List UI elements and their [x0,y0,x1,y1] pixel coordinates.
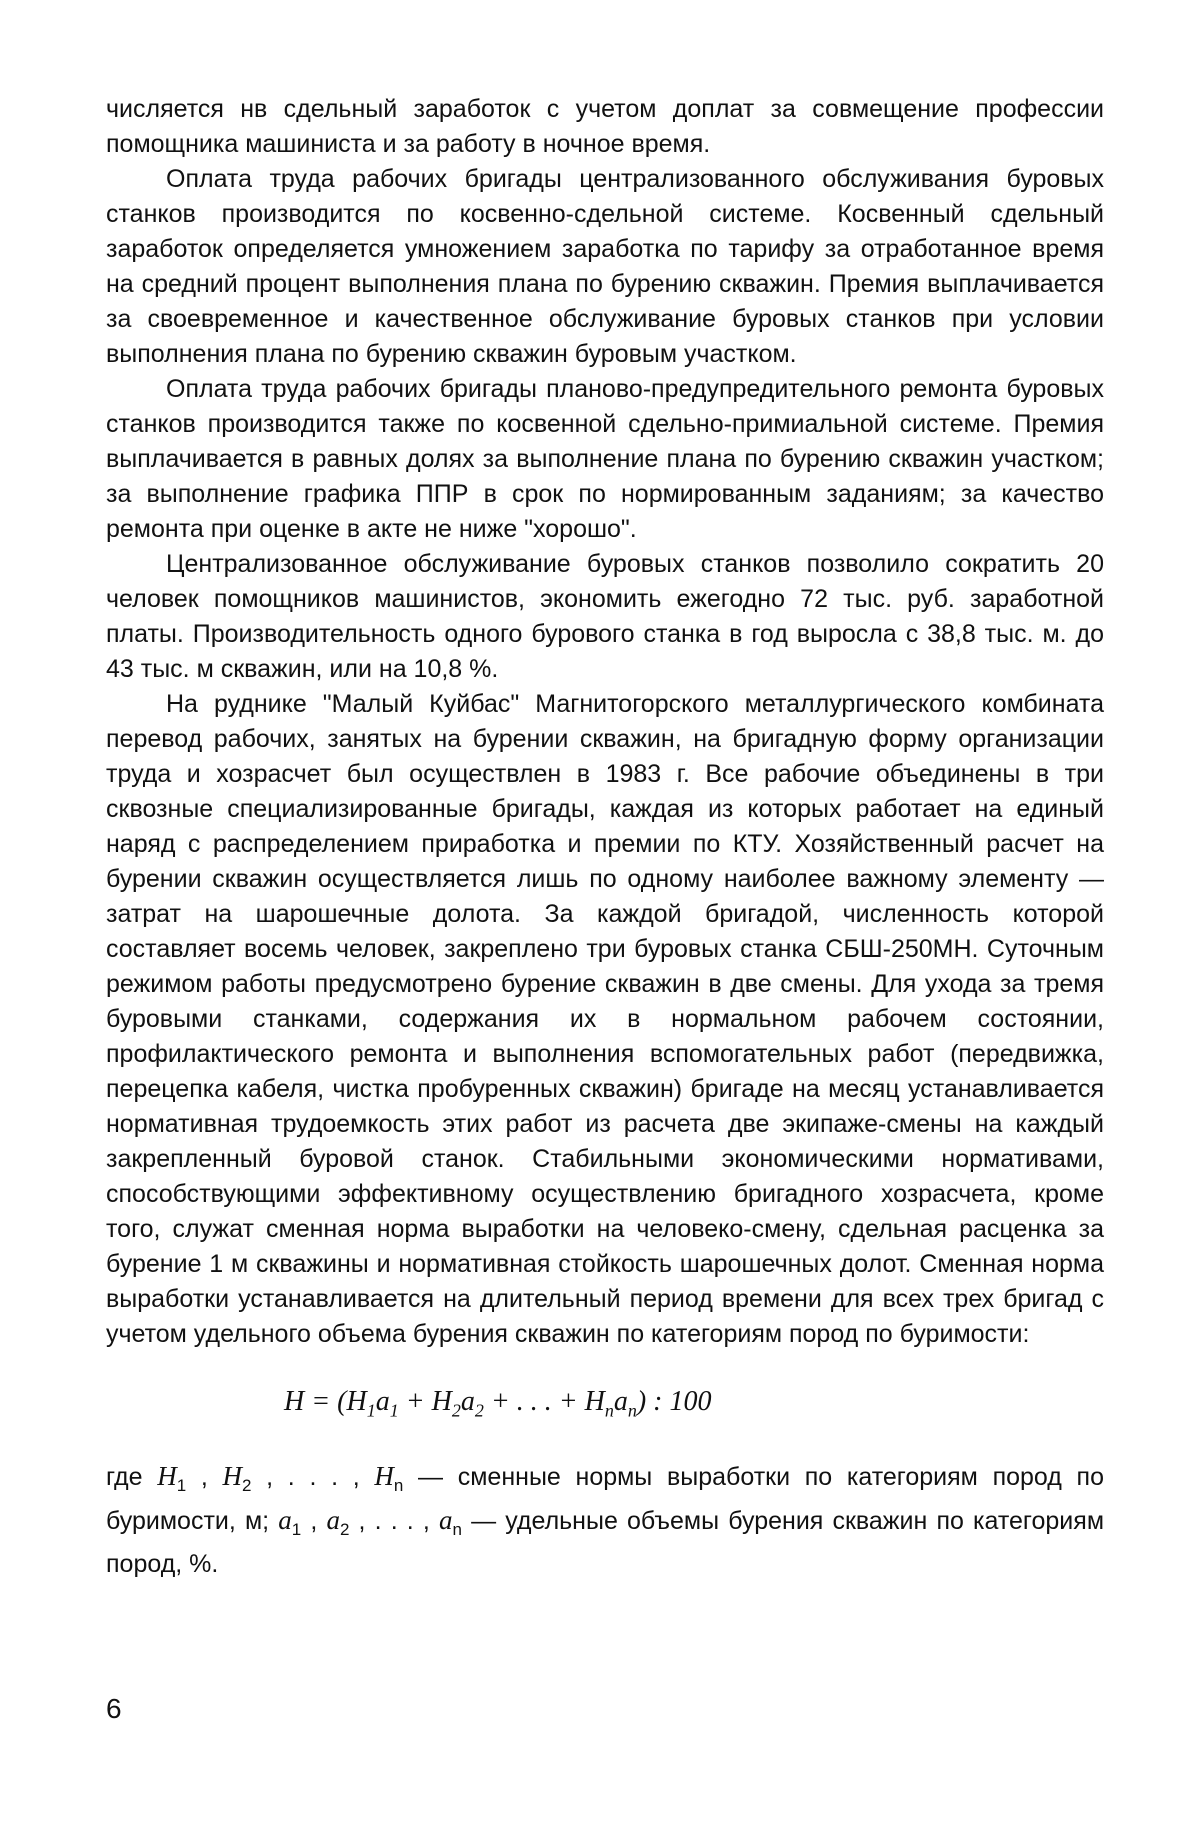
paragraph-maly-kuybas: На руднике "Малый Куйбас" Магнитогорского металлургического комбината перевод рабочих, занятых на бурении скважин, на бригадную форму организации труда и хозрасчет был осуществлен в 1983 г. Все рабочие объединены в три сквозные специализированные бригады, каждая из которых работает на единый наряд с распределением приработка и премии по КТУ. Хозяйственный расчет на бурении скважин осуществляется лишь по одному наиболее важному элементу — затрат на шарошечные долота. За каждой бригадой, численность которой составляет восемь человек, закреплено три буровых станка СБШ-250МН. Суточным режимом работы предусмотрено бурение скважин в две смены. Для ухода за тремя буровыми станками, содержания их в нормальном рабочем состоянии, профилактического ремонта и выполнения вспомогательных работ (передвижка, перецепка кабеля, чистка пробуренных скважин) бригаде на месяц устанавливается нормативная трудоемкость этих работ из расчета две экипаже-смены на каждый закрепленный буровой станок. Стабильными экономическими нормативами, способствующими эффективному осуществлению бригадного хозрасчета, кроме того, служат сменная норма выработки на человеко-смену, сдельная расценка за бурение 1 м скважины и нормативная стойкость шарошечных долот. Сменная норма выработки устанавливается на длительный период времени для всех трех бригад с учетом удельного объема бурения скважин по категориям пород по буримости: [106,690,1104,1348]
norm-formula: $H = (H_1a_1 + H_2a_2$ + . . . + $H_na_n$) : 100 [284,1386,712,1421]
formula-legend: где $H_1$ , $H_2$ , . . . , $H_n$ — сменные нормы выработки по категориям пород по буримости, м; $a_1$ , $a_2$ , . . . , $a_n$ — удельные объемы бурения скважин по категориям пород, %. [106,1460,1105,1578]
paragraph-ppr-repair: Оплата труда рабочих бригады планово-предупредительного ремонта буровых станков производится также по косвенной сдельно-примиальной системе. Премия выплачивается в равных долях за выполнение плана по бурению скважин участком; за выполнение графика ППР в срок по нормированным заданиям; за качество ремонта при оценке в акте не ниже "хорошо". [106,375,1104,543]
paragraph-continuation: числяется нв сдельный заработок с учетом доплат за совмещение профессии помощника машиниста и за работу в ночное время. [106,95,1104,158]
paragraph-results: Централизованное обслуживание буровых станков позволило сократить 20 человек помощников машинистов, экономить ежегодно 72 тыс. руб. заработной платы. Производительность одного бурового станка в год выросла с 38,8 тыс. м. до 43 тыс. м скважин, или на 10,8 %. [106,550,1104,683]
paragraph-centralized-maintenance: Оплата труда рабочих бригады централизованного обслуживания буровых станков производится по косвенно-сдельной системе. Косвенный сдельный заработок определяется умножением заработка по тарифу за отработанное время на средний процент выполнения плана по бурению скважин. Премия выплачивается за своевременное и качественное обслуживание буровых станков при условии выполнения плана по бурению скважин буровым участком. [106,165,1104,368]
page-number: 6 [106,1693,122,1724]
